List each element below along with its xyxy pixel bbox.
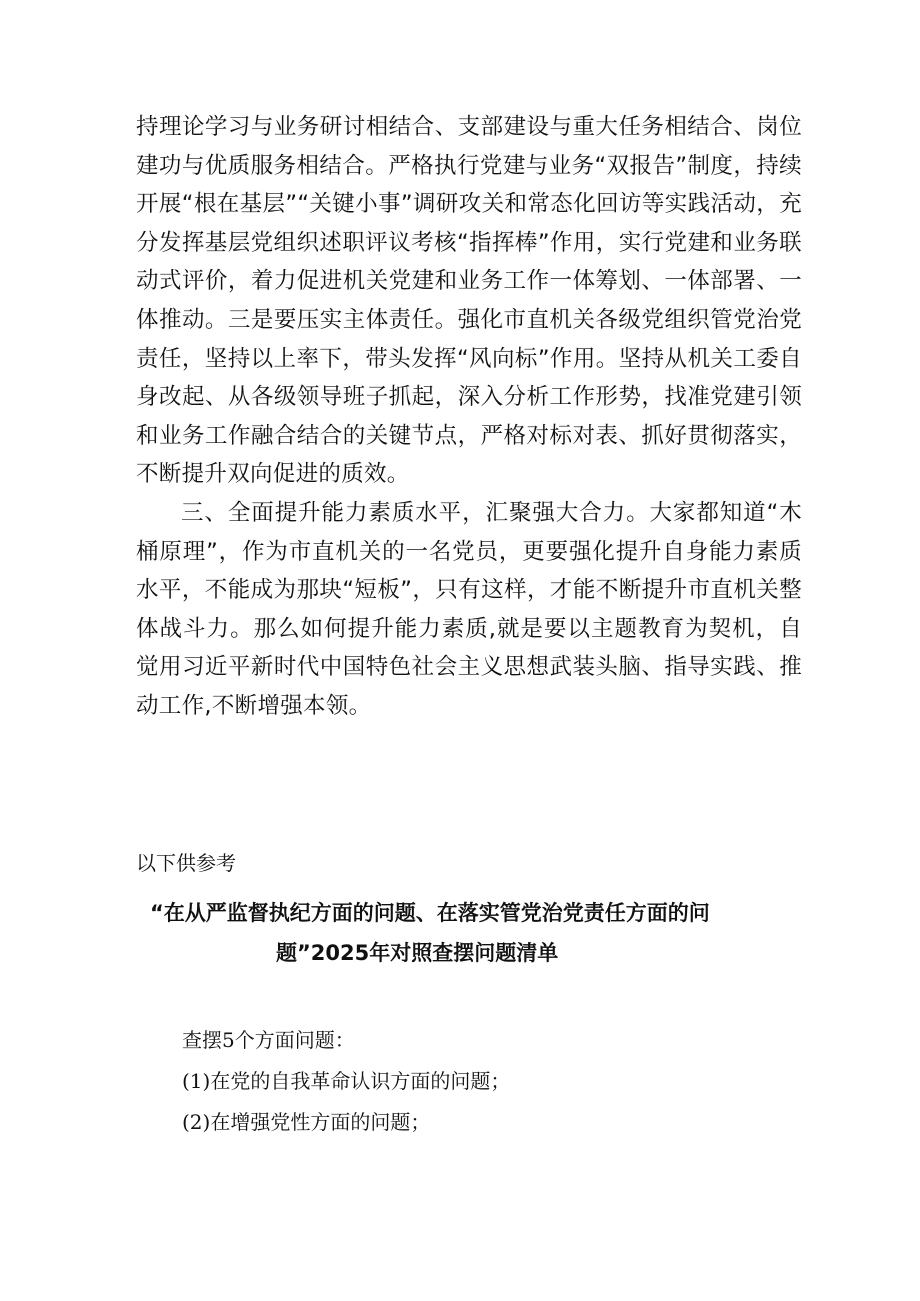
title-line-1: “在从严监督执纪方面的问题、在落实管党治党责任方面的问 <box>150 901 710 925</box>
list-heading: 查摆5个方面问题： <box>182 1028 355 1052</box>
list-item: (2)在增强党性方面的问题； <box>182 1110 431 1134</box>
paragraph-continued: 持理论学习与业务研讨相结合、支部建设与重大任务相结合、岗位建功与优质服务相结合。严格执行党建与业务“双报告”制度，持续开展“根在基层”“关键小事”调研攻关和常态化回访等实践活动，充分发挥基层党组织述职评议考核“指挥棒”作用，实行党建和业务联动式评价，着力促进机关党建和业务工作一体筹划、一体部署、一体推动。三是要压实主体责任。强化市直机关各级党组织管党治党责任，坚持以上率下，带头发挥“风向标”作用。坚持从机关工委自身改起、从各级领导班子抓起，深入分析工作形势，找准党建引领和业务工作融合结合的关键节点，严格对标对表、抓好贯彻落实，不断提升双向促进的质效。 <box>136 114 802 488</box>
list-item: (1)在党的自我革命认识方面的问题； <box>182 1069 511 1093</box>
title-line-2: 题”2025年对照查摆问题清单 <box>276 941 559 965</box>
problem-list <box>182 1020 510 1143</box>
reference-label: 以下供参考 <box>136 851 236 875</box>
paragraph-section-three: 三、全面提升能力素质水平，汇聚强大合力。大家都知道“木桶原理”，作为市直机关的一名党员，更要强化提升自身能力素质水平，不能成为那块“短板”，只有这样，才能不断提升市直机关整体战斗力。那么如何提升能力素质,就是要以主题教育为契机，自觉用习近平新时代中国特色社会主义思想武装头脑、指导实践、推动工作,不断增强本领。 <box>136 499 802 719</box>
body-text <box>136 108 802 726</box>
document-title <box>150 893 790 973</box>
